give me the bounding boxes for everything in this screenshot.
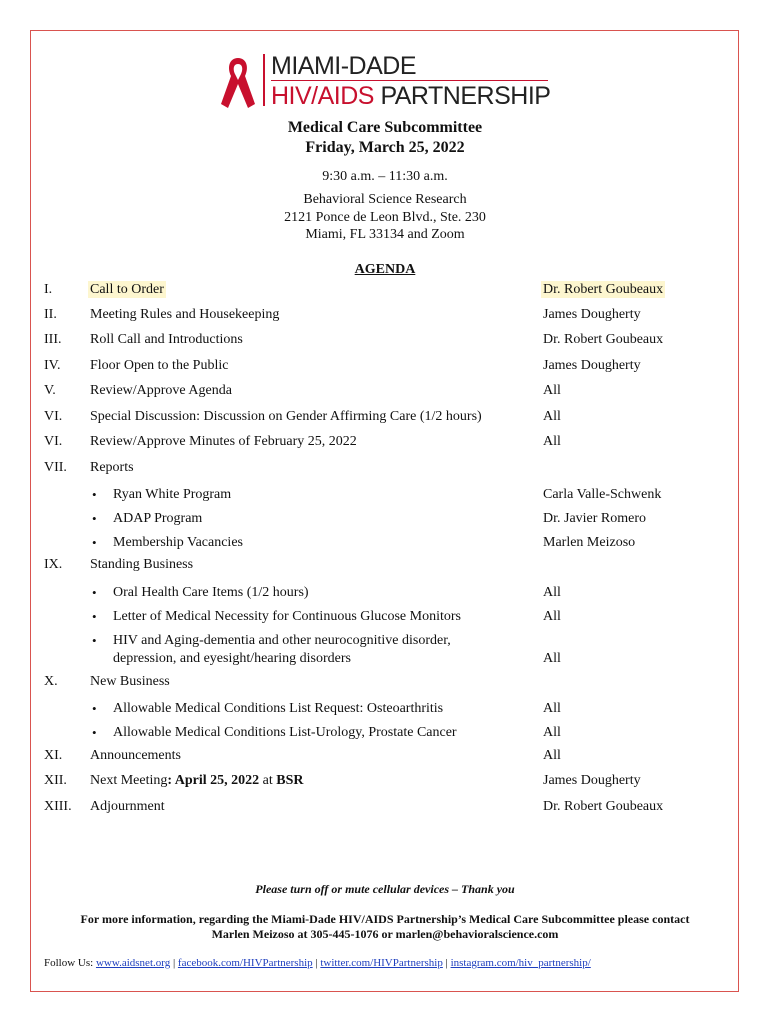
item-presenter: All bbox=[543, 651, 561, 666]
committee-title: Medical Care Subcommittee bbox=[287, 119, 483, 136]
logo-line2 bbox=[271, 82, 550, 110]
item-presenter: All bbox=[543, 383, 561, 398]
link-separator: | bbox=[170, 957, 178, 969]
item-presenter: All bbox=[543, 585, 561, 600]
item-presenter: All bbox=[543, 725, 561, 740]
bullet-icon: • bbox=[92, 725, 97, 740]
link-separator: | bbox=[312, 957, 321, 969]
sub-item-text: depression, and eyesight/hearing disorders bbox=[113, 651, 351, 666]
item-presenter: Dr. Javier Romero bbox=[543, 511, 647, 526]
sub-item-text: Membership Vacancies bbox=[113, 535, 243, 550]
address-line: Miami, FL 33134 and Zoom bbox=[305, 227, 465, 242]
item-presenter: All bbox=[543, 409, 561, 424]
item-presenter: Dr. Robert Goubeaux bbox=[543, 282, 664, 297]
logo-partnership: PARTNERSHIP bbox=[380, 82, 551, 110]
sub-item-text: Allowable Medical Conditions List-Urology, Prostate Cancer bbox=[113, 725, 457, 740]
item-presenter: All bbox=[543, 748, 561, 763]
item-text: Announcements bbox=[90, 748, 181, 763]
item-text: Call to Order bbox=[90, 282, 164, 297]
bullet-icon: • bbox=[92, 585, 97, 600]
meeting-time: 9:30 a.m. – 11:30 a.m. bbox=[322, 169, 448, 184]
bullet-icon: • bbox=[92, 701, 97, 716]
sub-item-text: Allowable Medical Conditions List Request: Osteoarthritis bbox=[113, 701, 444, 716]
item-text: Special Discussion: Discussion on Gender Affirming Care (1/2 hours) bbox=[90, 409, 482, 424]
contact-info bbox=[0, 912, 770, 942]
agenda-heading: AGENDA bbox=[354, 262, 416, 277]
instagram-link[interactable]: instagram.com/hiv_partnership/ bbox=[450, 957, 591, 969]
logo-line1: MIAMI-DADE bbox=[271, 52, 416, 80]
item-number: XII. bbox=[44, 773, 67, 788]
item-presenter: All bbox=[543, 701, 561, 716]
item-number: II. bbox=[44, 307, 57, 322]
follow-label: Follow Us: bbox=[44, 957, 96, 969]
item-presenter: Dr. Robert Goubeaux bbox=[543, 332, 664, 347]
logo-hivaids: HIV/AIDS bbox=[271, 82, 374, 110]
item-text: Roll Call and Introductions bbox=[90, 332, 243, 347]
item-number: III. bbox=[44, 332, 62, 347]
item-number: X. bbox=[44, 674, 58, 689]
red-ribbon-icon bbox=[219, 54, 257, 110]
item-number: XI. bbox=[44, 748, 63, 763]
item-presenter: All bbox=[543, 434, 561, 449]
item-presenter: James Dougherty bbox=[543, 358, 641, 373]
item-text: Standing Business bbox=[90, 557, 194, 572]
logo-rule bbox=[271, 80, 548, 81]
item-text: Floor Open to the Public bbox=[90, 358, 229, 373]
next-meeting-at: at bbox=[259, 773, 277, 788]
facebook-link[interactable]: facebook.com/HIVPartnership bbox=[177, 957, 313, 969]
bullet-icon: • bbox=[92, 633, 97, 648]
twitter-link[interactable]: twitter.com/HIVPartnership bbox=[320, 957, 443, 969]
sub-item-text: HIV and Aging-dementia and other neurocognitive disorder, bbox=[113, 633, 451, 648]
item-number: V. bbox=[44, 383, 56, 398]
partnership-logo bbox=[219, 52, 551, 110]
item-number: IX. bbox=[44, 557, 63, 572]
bullet-icon: • bbox=[92, 535, 97, 550]
item-number: IV. bbox=[44, 358, 61, 373]
item-text bbox=[90, 772, 304, 789]
address-line: Behavioral Science Research bbox=[303, 192, 467, 207]
item-presenter: James Dougherty bbox=[543, 307, 641, 322]
address-line: 2121 Ponce de Leon Blvd., Ste. 230 bbox=[284, 209, 486, 225]
item-number: VII. bbox=[44, 460, 67, 475]
sub-item-text: Oral Health Care Items (1/2 hours) bbox=[113, 585, 309, 600]
meeting-address bbox=[0, 191, 770, 244]
item-text: Review/Approve Agenda bbox=[90, 383, 232, 398]
item-presenter: Marlen Meizoso bbox=[543, 535, 636, 550]
sub-item-text: Ryan White Program bbox=[113, 487, 232, 502]
bullet-icon: • bbox=[92, 511, 97, 526]
contact-line: For more information, regarding the Miami-Dade HIV/AIDS Partnership’s Medical Care Subcommittee please contact bbox=[80, 912, 690, 926]
item-text: New Business bbox=[90, 674, 170, 689]
link-separator: | bbox=[442, 957, 451, 969]
next-meeting-location: BSR bbox=[276, 773, 304, 788]
contact-line: Marlen Meizoso at 305-445-1076 or marlen@behavioralscience.com bbox=[211, 927, 559, 941]
item-number: I. bbox=[44, 282, 53, 297]
item-text: Meeting Rules and Housekeeping bbox=[90, 307, 280, 322]
sub-item-text: ADAP Program bbox=[113, 511, 203, 526]
item-presenter: James Dougherty bbox=[543, 773, 641, 788]
item-presenter: Dr. Robert Goubeaux bbox=[543, 799, 664, 814]
bullet-icon: • bbox=[92, 487, 97, 502]
meeting-date: Friday, March 25, 2022 bbox=[305, 139, 465, 156]
logo-divider bbox=[263, 54, 265, 106]
item-number: VI. bbox=[44, 409, 63, 424]
device-notice: Please turn off or mute cellular devices – Thank you bbox=[255, 882, 515, 896]
next-meeting-label: Next Meeting bbox=[90, 773, 168, 788]
bullet-icon: • bbox=[92, 609, 97, 624]
item-number: VI. bbox=[44, 434, 63, 449]
website-link[interactable]: www.aidsnet.org bbox=[95, 957, 171, 969]
item-presenter: Carla Valle-Schwenk bbox=[543, 487, 662, 502]
next-meeting-date: : April 25, 2022 bbox=[167, 773, 260, 788]
sub-item-text: Letter of Medical Necessity for Continuous Glucose Monitors bbox=[113, 609, 461, 624]
item-text: Review/Approve Minutes of February 25, 2022 bbox=[90, 434, 357, 449]
item-text: Reports bbox=[90, 460, 134, 475]
item-presenter: All bbox=[543, 609, 561, 624]
follow-us bbox=[44, 957, 591, 969]
item-text: Adjournment bbox=[90, 799, 165, 814]
item-number: XIII. bbox=[44, 799, 72, 814]
